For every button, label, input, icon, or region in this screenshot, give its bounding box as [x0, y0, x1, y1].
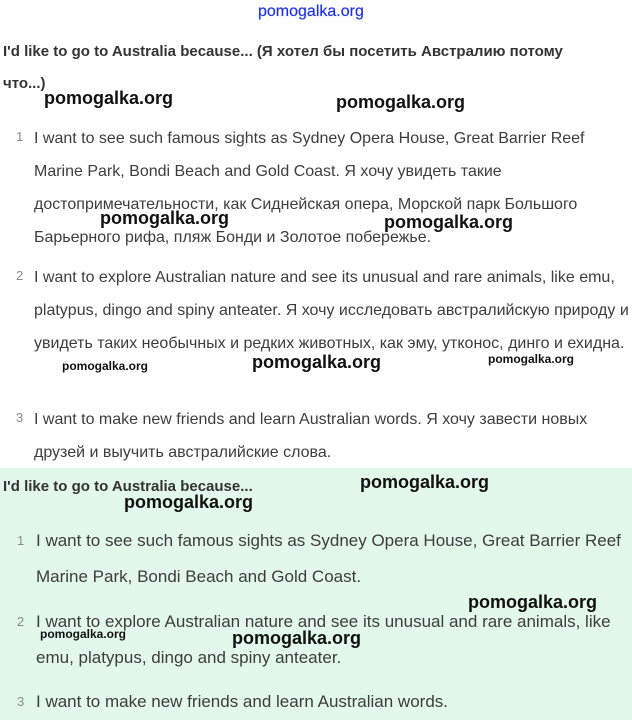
watermark: pomogalka.org: [40, 627, 127, 641]
section-heading: I'd like to go to Australia because...: [3, 478, 253, 495]
item-number: 2: [16, 268, 24, 283]
item-text: I want to see such famous sights as Sydney Opera House, Great Barrier Reef Marine Park, Bondi Beach and Gold Coast. Я хочу увидеть такие достопримечательности, как Сиднейская опера, Морской парк Большого Барьерного рифа, пляж Бонди и Золотое побережье.: [34, 130, 585, 246]
watermark-top: pomogalka.org: [258, 3, 364, 20]
watermark: pomogalka.org: [232, 628, 362, 648]
item-number: 3: [16, 410, 24, 425]
watermark: pomogalka.org: [124, 492, 254, 512]
section-heading: I'd like to go to Australia because... (Я хотел бы посетить Австралию потому что...): [3, 43, 563, 92]
watermark: pomogalka.org: [468, 592, 598, 612]
item-text: I want to make new friends and learn Australian words. Я хочу завести новых друзей и выучить австралийские слова.: [34, 411, 588, 461]
watermark: pomogalka.org: [62, 359, 149, 373]
item-text: I want to make new friends and learn Australian words.: [36, 692, 448, 711]
item-number: 1: [16, 129, 24, 144]
item-text: I want to see such famous sights as Sydney Opera House, Great Barrier Reef Marine Park, Bondi Beach and Gold Coast.: [36, 531, 621, 586]
item-text: I want to explore Australian nature and see its unusual and rare animals, like emu, platypus, dingo and spiny anteater. Я хочу исследовать австралийскую природу и увидеть таких необычных и редких животных, как эму, утконос, динго и ехидна.: [34, 269, 629, 352]
item-number: 1: [17, 533, 25, 548]
watermark: pomogalka.org: [336, 92, 466, 112]
item-text: I want to explore Australian nature and see its unusual and rare animals, like emu, platypus, dingo and spiny anteater.: [36, 612, 611, 667]
watermark: pomogalka.org: [252, 352, 382, 372]
watermark: pomogalka.org: [488, 352, 575, 366]
watermark: pomogalka.org: [100, 208, 230, 228]
watermark: pomogalka.org: [44, 88, 174, 108]
item-number: 2: [17, 614, 25, 629]
watermark: pomogalka.org: [384, 212, 514, 232]
item-number: 3: [17, 694, 25, 709]
watermark: pomogalka.org: [360, 472, 490, 492]
